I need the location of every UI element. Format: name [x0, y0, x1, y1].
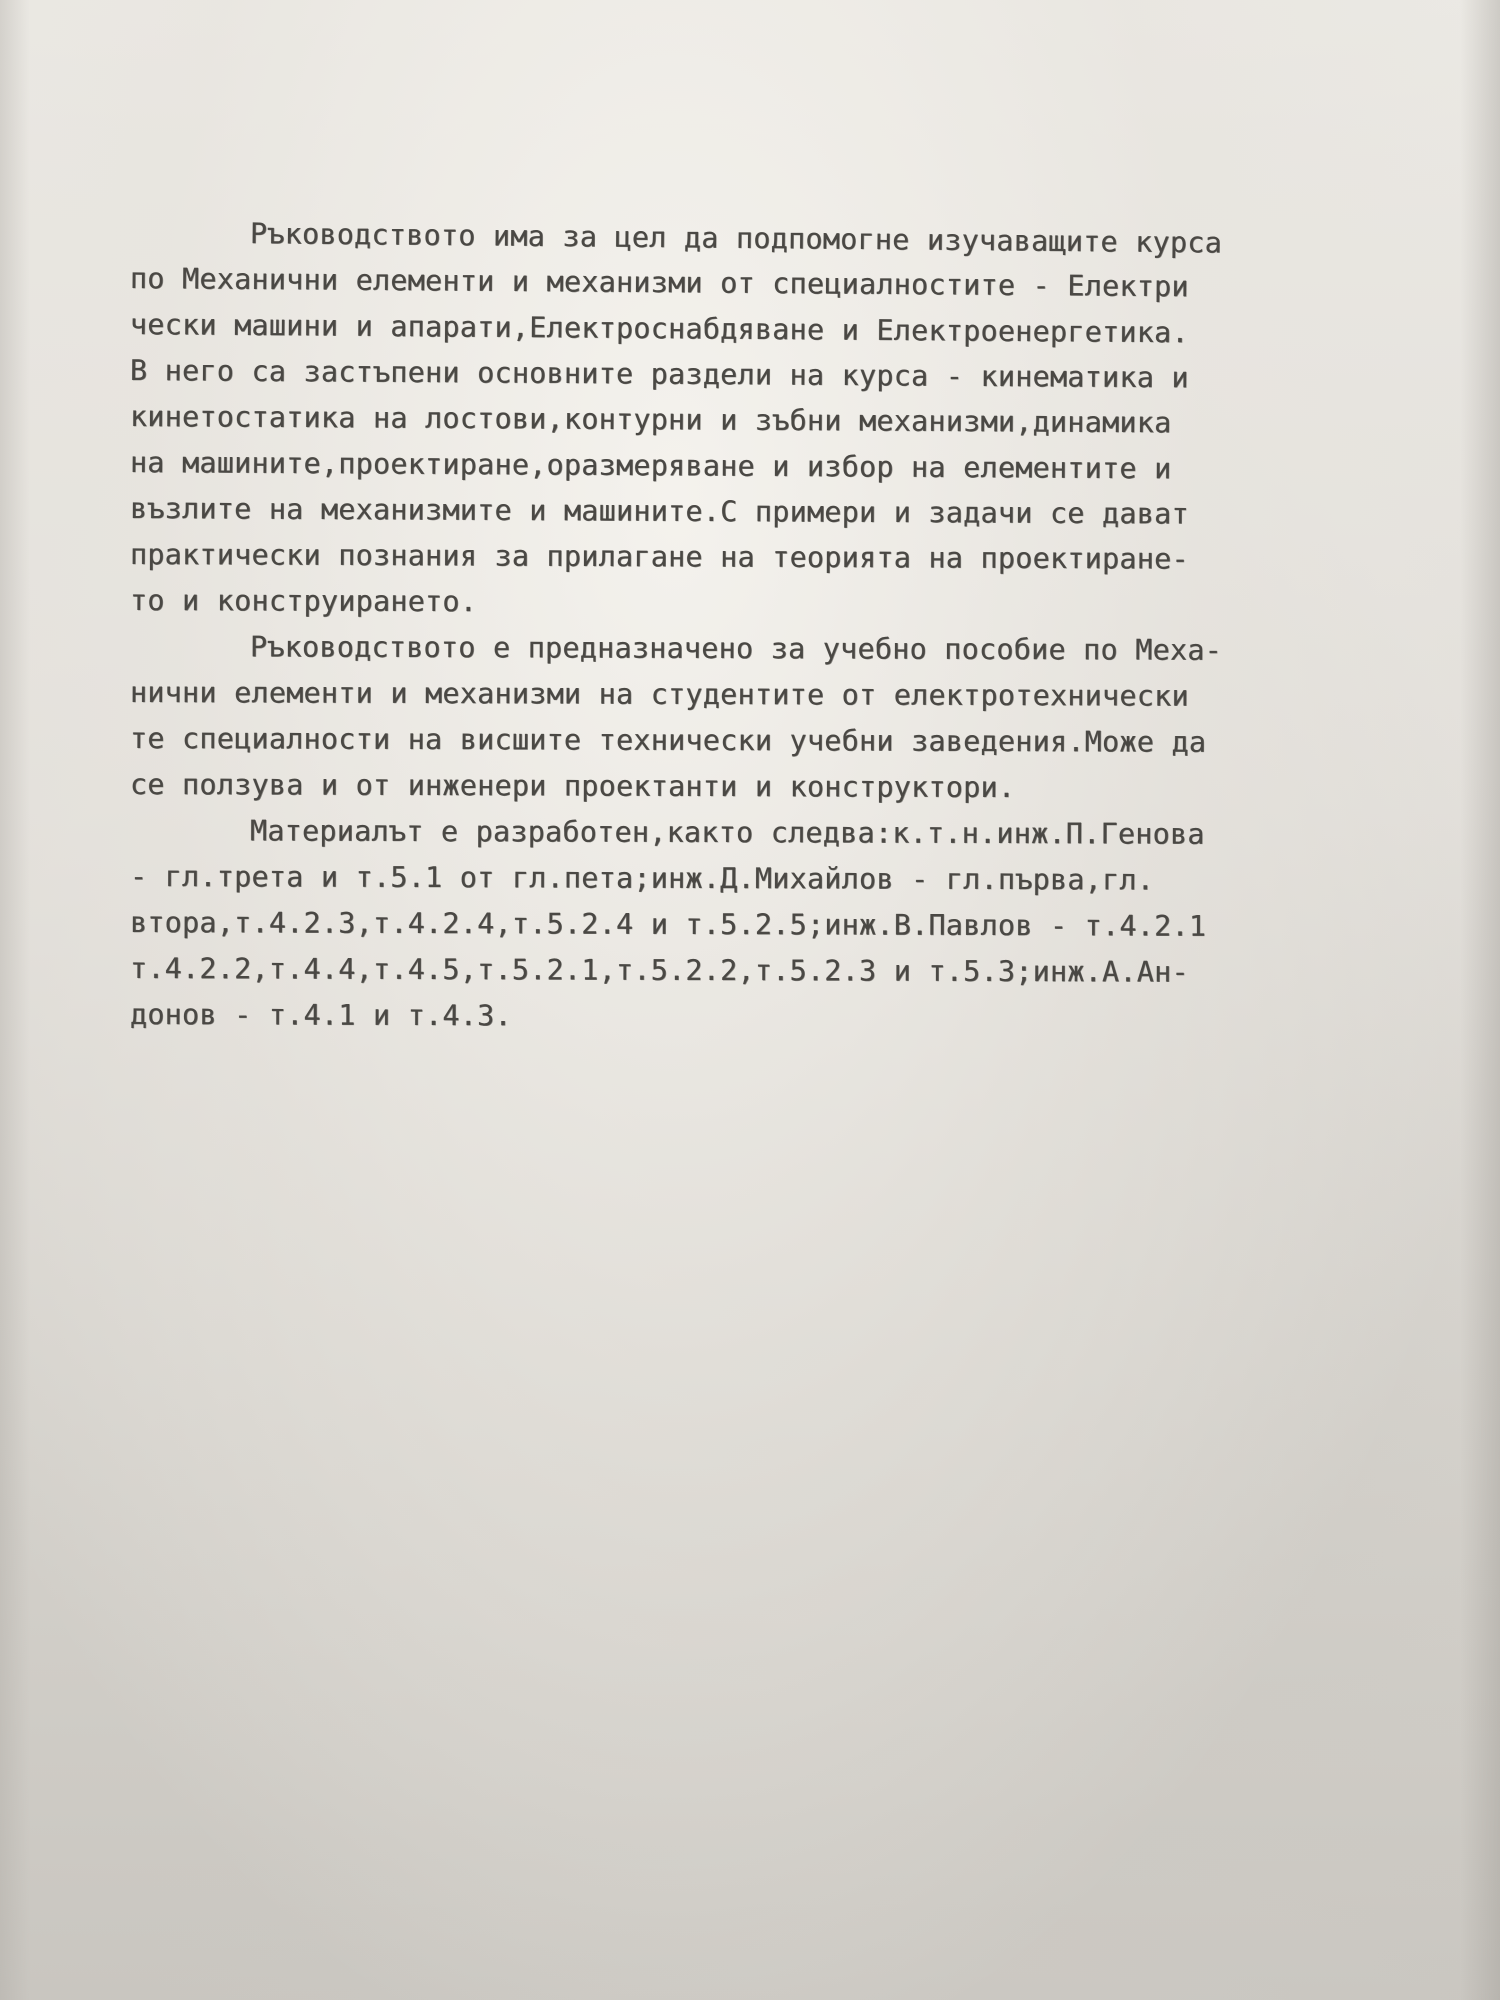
text-line: Ръководството е предназначено за учебно пособие по Меха-: [249, 630, 1223, 667]
text-line: по Механични елементи и механизми от специалностите - Електри: [129, 262, 1189, 304]
paragraph-2: [130, 624, 1430, 808]
text-line: на машините,проектиране,оразмеряване и избор на елементите и: [129, 446, 1172, 486]
text-line: възлите на механизмите и машините.С примери и задачи се дават: [129, 492, 1189, 531]
paragraph-3: [130, 808, 1430, 1038]
text-line: практически познания за прилагане на теорията на проектиране-: [129, 538, 1189, 576]
text-line: Ръководството има за цел да подпомогне изучаващите курса: [249, 217, 1223, 260]
paragraph-1: [130, 210, 1430, 624]
text-line: Материалът е разработен,както следва:к.т.н.инж.П.Генова: [249, 814, 1205, 851]
text-line: те специалности на висшите технически учебни заведения.Може да: [129, 722, 1207, 759]
text-line: т.4.2.2,т.4.4,т.4.5,т.5.2.1,т.5.2.2,т.5.2.3 и т.5.3;инж.А.Ан-: [129, 952, 1189, 989]
text-line: то и конструирането.: [129, 584, 478, 619]
text-line: донов - т.4.1 и т.4.3.: [129, 998, 512, 1033]
text-line: чески машини и апарати,Електроснабдяване и Електроенергетика.: [129, 308, 1189, 350]
page-shadow-right: [1460, 0, 1500, 2000]
document-text: [130, 210, 1430, 1038]
text-line: кинетостатика на лостови,контурни и зъбни механизми,динамика: [129, 400, 1172, 440]
text-line: се ползува и от инженери проектанти и конструктори.: [129, 768, 1016, 805]
text-line: В него са застъпени основните раздели на курса - кинематика и: [129, 354, 1189, 395]
text-line: втора,т.4.2.3,т.4.2.4,т.5.2.4 и т.5.2.5;инж.В.Павлов - т.4.2.1: [129, 906, 1207, 943]
page-shadow-left: [0, 0, 30, 2000]
text-line: нични елементи и механизми на студентите от електротехнически: [129, 676, 1189, 713]
text-line: - гл.трета и т.5.1 от гл.пета;инж.Д.Михайлов - гл.първа,гл.: [129, 860, 1155, 897]
